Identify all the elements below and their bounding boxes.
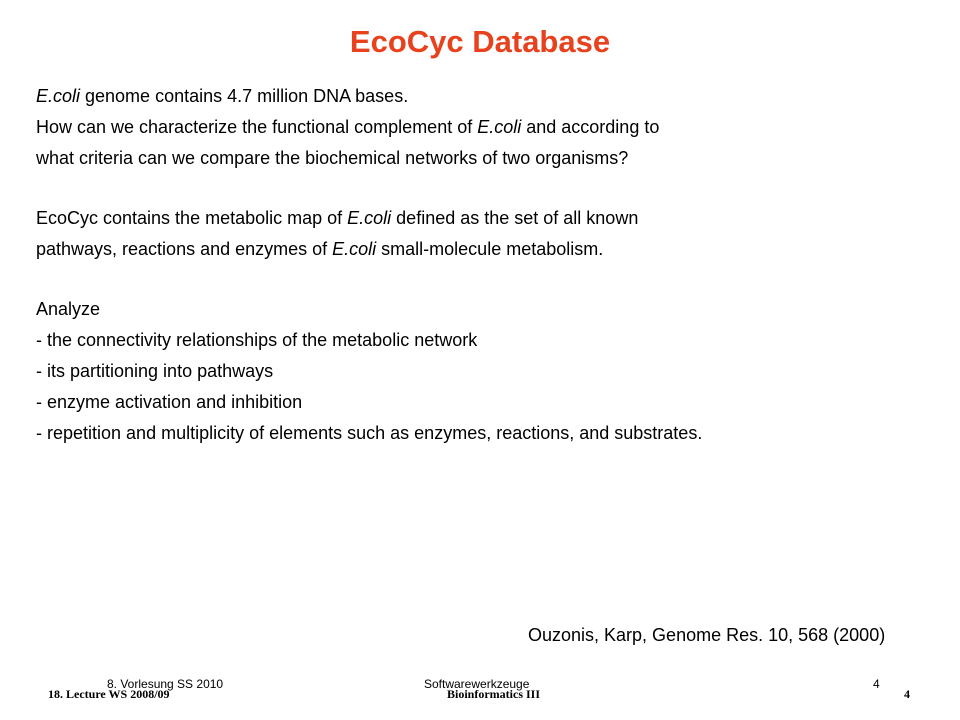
body-line-9 (36, 391, 302, 413)
body-line-10 (36, 422, 702, 444)
text-segment: EcoCyc contains the metabolic map of (36, 208, 348, 228)
text-segment: and according to (521, 117, 660, 137)
text-segment: - its partitioning into pathways (36, 361, 274, 381)
text-segment: pathways, reactions and enzymes of (36, 239, 333, 259)
body-line-2 (36, 116, 659, 138)
italic-term: E.coli (36, 86, 81, 106)
text-segment: - enzyme activation and inhibition (36, 392, 303, 412)
body-line-6 (36, 298, 100, 320)
italic-term: E.coli (347, 208, 392, 228)
footer-subject: Softwarewerkzeuge (424, 677, 530, 691)
text-segment: genome contains 4.7 million DNA bases. (80, 86, 409, 106)
citation: Ouzonis, Karp, Genome Res. 10, 568 (2000) (528, 625, 886, 645)
footer-old-subject: Bioinformatics III (447, 687, 540, 701)
body-line-5 (36, 238, 603, 260)
slide-title: EcoCyc Database (349, 24, 611, 59)
text-segment: small-molecule metabolism. (376, 239, 604, 259)
text-segment: Analyze (36, 299, 101, 319)
body-line-7 (36, 329, 477, 351)
text-segment: - the connectivity relationships of the metabolic network (36, 330, 478, 350)
italic-term: E.coli (477, 117, 522, 137)
footer-page: 4 (873, 677, 880, 691)
text-segment: How can we characterize the functional complement of (36, 117, 478, 137)
body-line-4 (36, 207, 638, 229)
text-segment: - repetition and multiplicity of elements such as enzymes, reactions, and substrates. (36, 423, 703, 443)
text-segment: what criteria can we compare the biochemical networks of two organisms? (36, 148, 629, 168)
italic-term: E.coli (332, 239, 377, 259)
footer-old-page: 4 (904, 687, 910, 701)
body-line-1 (36, 85, 408, 107)
footer-old-course: 18. Lecture WS 2008/09 (48, 687, 170, 701)
body-line-8 (36, 360, 273, 382)
body-line-3 (36, 147, 628, 169)
footer-course: 8. Vorlesung SS 2010 (107, 677, 224, 691)
text-segment: defined as the set of all known (391, 208, 639, 228)
